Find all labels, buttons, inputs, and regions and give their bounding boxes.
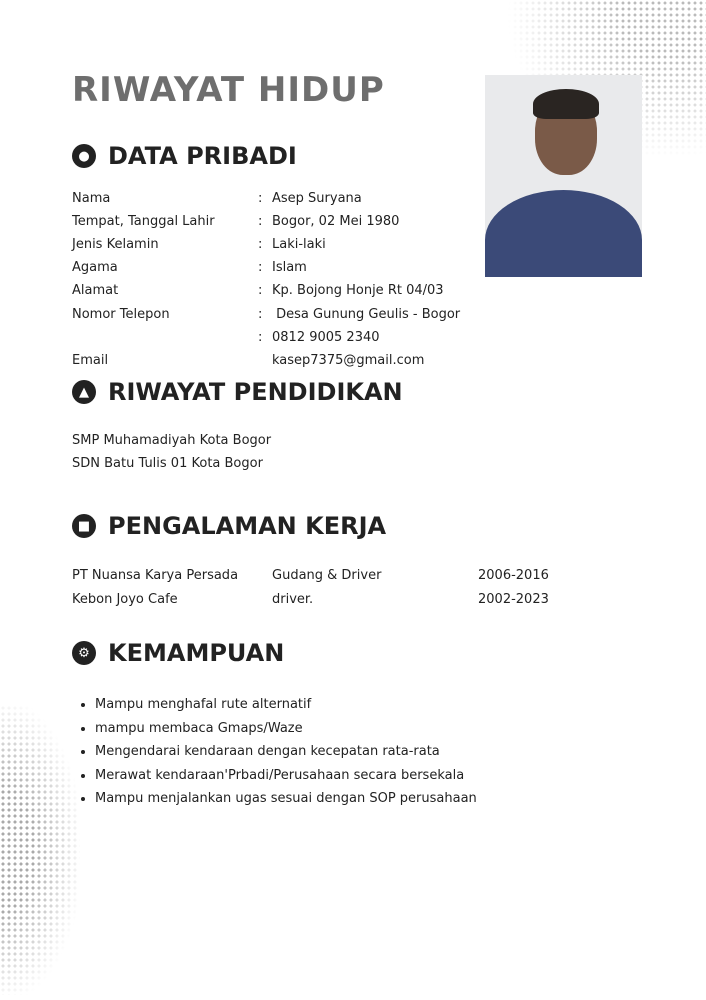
info-sep: : (258, 214, 263, 229)
section-riwayat-pendidikan (72, 378, 403, 406)
work-item (72, 592, 549, 607)
user-icon: ● (72, 144, 96, 168)
education-item: SMP Muhamadiyah Kota Bogor (72, 433, 272, 448)
info-value: 0812 9005 2340 (272, 330, 380, 345)
info-label: Alamat (72, 283, 119, 298)
section-heading: PENGALAMAN KERJA (108, 512, 387, 540)
skills-list (95, 693, 477, 811)
info-value: Desa Gunung Geulis - Bogor (272, 307, 461, 322)
work-item (72, 568, 549, 583)
info-row (72, 191, 362, 209)
info-sep (258, 353, 272, 371)
work-role: Gudang & Driver (272, 568, 382, 583)
dot-pattern-decoration (0, 705, 80, 995)
info-value: Kp. Bojong Honje Rt 04/03 (272, 283, 444, 298)
work-company: PT Nuansa Karya Persada (72, 568, 239, 583)
info-label: Nama (72, 191, 111, 206)
section-kemampuan (72, 639, 284, 667)
info-label: Agama (72, 260, 118, 275)
info-value: kasep7375@gmail.com (272, 353, 425, 368)
gears-icon: ⚙ (72, 641, 96, 665)
info-sep: : (258, 307, 263, 322)
section-heading: KEMAMPUAN (108, 639, 285, 667)
work-role: driver. (272, 592, 314, 607)
skill-item: • Mampu menjalankan ugas sesuai dengan SOP perusahaan (95, 787, 477, 811)
info-label: Nomor Telepon (72, 307, 170, 322)
info-label (72, 330, 258, 348)
section-data-pribadi (72, 142, 297, 170)
info-label: Tempat, Tanggal Lahir (72, 214, 215, 229)
section-heading: DATA PRIBADI (108, 142, 297, 170)
skill-item: • Mengendarai kendaraan dengan kecepatan rata-rata (95, 740, 477, 764)
info-row (72, 283, 444, 301)
graduation-cap-icon: ▲ (72, 380, 96, 404)
skill-item: • Mampu menghafal rute alternatif (95, 693, 477, 717)
work-years: 2006-2016 (478, 568, 549, 583)
work-company: Kebon Joyo Cafe (72, 592, 178, 607)
work-years: 2002-2023 (478, 592, 549, 607)
info-sep: : (258, 260, 263, 275)
info-row (72, 307, 460, 325)
skill-item: • mampu membaca Gmaps/Waze (95, 717, 477, 741)
info-value: Asep Suryana (272, 191, 362, 206)
section-heading: RIWAYAT PENDIDIKAN (108, 378, 403, 406)
info-row (72, 330, 380, 348)
education-item: SDN Batu Tulis 01 Kota Bogor (72, 456, 263, 471)
info-value: Laki-laki (272, 237, 326, 252)
info-row (72, 260, 307, 278)
info-row (72, 353, 424, 371)
page-title: RIWAYAT HIDUP (72, 70, 385, 110)
info-row (72, 237, 326, 255)
info-sep: : (258, 191, 263, 206)
briefcase-icon: ■ (72, 514, 96, 538)
section-pengalaman-kerja (72, 512, 386, 540)
info-value: Islam (272, 260, 307, 275)
skill-item: • Merawat kendaraan'Prbadi/Perusahaan secara bersekala (95, 764, 477, 788)
info-sep: : (258, 283, 263, 298)
info-sep: : (258, 330, 263, 345)
info-label: Email (72, 353, 109, 368)
info-sep: : (258, 237, 263, 252)
profile-photo (485, 75, 642, 277)
info-label: Jenis Kelamin (72, 237, 159, 252)
info-row (72, 214, 399, 232)
info-value: Bogor, 02 Mei 1980 (272, 214, 400, 229)
